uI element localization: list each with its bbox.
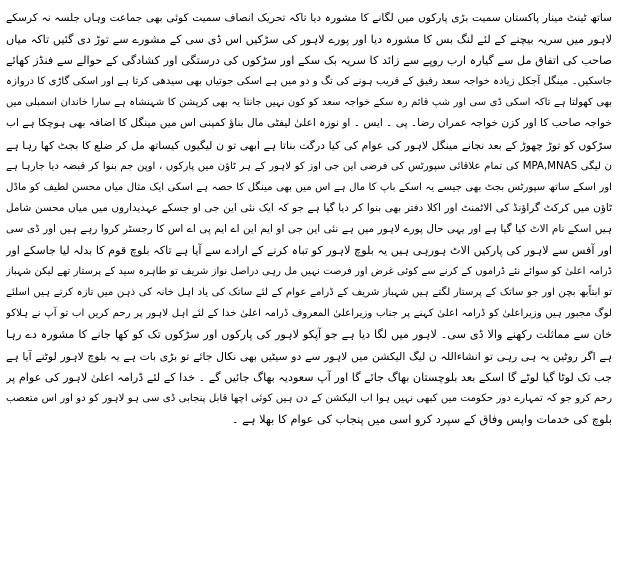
- text-line: لاہور میں سریہ بیچنے کے لئے لنگ بس کا مشورہ دیا اور پورے لاہور کی سڑکیں اس ڈی سی کے مشورے سے توڑ دی گئیں تاکہ میاں: [6, 33, 612, 47]
- text-line: ٹاؤن میں کرکٹ گراؤنڈ کی الاٹمنٹ اور اکلا دفتر بھی بنوا کر دیا گیا ہے جو کہ ایک نئی این جی او جسکے عہدیداروں میں میاں محسن شامل: [6, 201, 612, 214]
- text-line: اور آفس سے لاہور کی پارکیں الاٹ ہورہی ہیں یہ بلوچ لاہور کو تباہ کرنے کے ارادے سے آیا ہے تاکہ بلوچ قوم کا بدلہ لیا جاسکے اور: [6, 244, 612, 258]
- text-line: صاحب کی اتفاق مل سے گیارہ ارب روپے سے زائد کا سریہ بک سکے اور سڑکوں کی درستگی اور کشادگی کے حوالے سے فنڈز کھائے: [6, 54, 612, 68]
- text-line: ہے اگر روٹین یہ ہی رہی تو انشاءاللہ ن لیگ الیکشن میں لاہور سے دو سیٹیں بھی نکال جائے تو بڑی بات ہے یہ بلوچ لاہور لوٹنے آیا ہے: [6, 349, 612, 363]
- text-line: بھی کھولتا ہے تاکہ اسکی ڈی سی اور شپ قائم رہ سکے خواجہ سعد کو کون نہیں جانتا یہ بھی کرپشن کا شہنشاہ ہے سارا خاندان اسمبلی میں: [6, 97, 612, 109]
- text-line: جاسکیں۔ مینگل آجکل زیادہ خواجہ سعد رفیق کے قریب ہونے کی تگ و دو میں ہے اسکی جوتیاں بھی سیدھی کرتا ہے اور اسکی گاڑی کا دروازہ: [6, 76, 612, 88]
- text-line: سڑکوں کو توڑ چھوڑ کے بعد نجانے مینگل لاہور کی عوام کی کیا درگت بناتا ہے ابھی تو ن لیگیوں کیساتھ مل کر ضلع کا بجٹ کھا رہا ہے: [6, 138, 612, 152]
- text-line: ڈرامہ اعلیٰ کو سوائے نئے ڈراموں کے کرنے سے کوئی غرض اور فرصت نہیں مل رہی دراصل نواز شریف تو طاہرہ سید کے پرستار تھے لیکن شہباز: [6, 266, 612, 278]
- text-line-last: بلوچ کی خدمات واپس وفاق کے سپرد کرو اسی میں پنجاب کی عوام کا بھلا ہے ۔: [231, 411, 612, 426]
- text-line: خان سے مماثلت رکھنے والا ڈی سی۔ لاہور میں لگا دیا ہے جو آپکو لاہور کی پارکوں اور سڑکوں تک کو کھا جانے کا مشورہ دے رہا: [6, 328, 612, 342]
- text-line: اور اسکے ساتھ سپورٹس بجٹ بھی جیسے یہ اسکے باپ کا مال ہے اس میں بھی مینگل کا حصہ ہے اسکی ایک مثال میاں محسن لطیف کو ماڈل: [6, 181, 612, 193]
- text-line: جب تک لوٹا گیا لوٹے گا اسکے بعد بلوچستان بھاگ جائے گا اور آپ سعودیہ بھاگ جائیں گے ۔ خدا کے لئے ڈرامہ اعلیٰ لاہور کی عوام پر: [6, 370, 612, 384]
- text-line: ن لیگی MPA,MNAS کی تمام علاقائی سپورٹس کی فرضی این جی اوز کو لاہور کے ہر ٹاؤن میں پارکوں ، اوپن جم بنوا کر قبضہ دیا جارہا ہے: [6, 160, 612, 172]
- text-line: تو ابتاًبھ بچن اور جو ساتک کے پرستار لگتے ہیں شہباز شریف کے ڈرامے عوام کے لئے ساتک کی یاد اہل خانہ کی ذہن میں تازہ کرتے ہیں اسلئے: [6, 287, 612, 299]
- text-line: ہیں اسکے نام الاٹ کیا گیا ہے اور یہی حال پورے لاہور میں ہے نئی این جی او ایم این اے ایم پی اے اس کا رجسٹر کروا رہے ہیں اور ڈی سی: [6, 222, 612, 235]
- text-line: ساتھ ٹینٹ مینار پاکستان سمیت بڑی پارکوں میں لگانے کا مشورہ دیا تاکہ تحریک انصاف سمیت کوئی بھی جماعت وہاں جلسہ نہ کرسکے: [6, 12, 612, 24]
- text-line: خواجہ صاحب کا اور کزن خواجہ عمران رضا۔ پی ۔ ایس ۔ او نوزہ اعلیٰ لیفٹی مال بناؤ کمپنی اس میں مینگل کا اضافہ بھی ہوچکا ہے اب: [6, 117, 612, 130]
- text-line: لوگ مجبور ہیں وزیراعلیٰ کو ڈرامہ اعلیٰ کہنے پر جناب وزیراعلیٰ المعروف ڈرامہ اعلیٰ خدا کے لئے اہل لاہور پر رحم کریں اب تو آپ نے ہلاکو: [6, 308, 612, 320]
- article-body: [6, 8, 612, 558]
- text-line: رحم کرو جو کہ تمہارے دور حکومت میں کبھی نہیں ہوا اب الیکشن کے دن ہیں کوئی اچھا قابل پنجابی ڈی سی ہو لاہور کو دو اور اس متعصب: [6, 392, 612, 404]
